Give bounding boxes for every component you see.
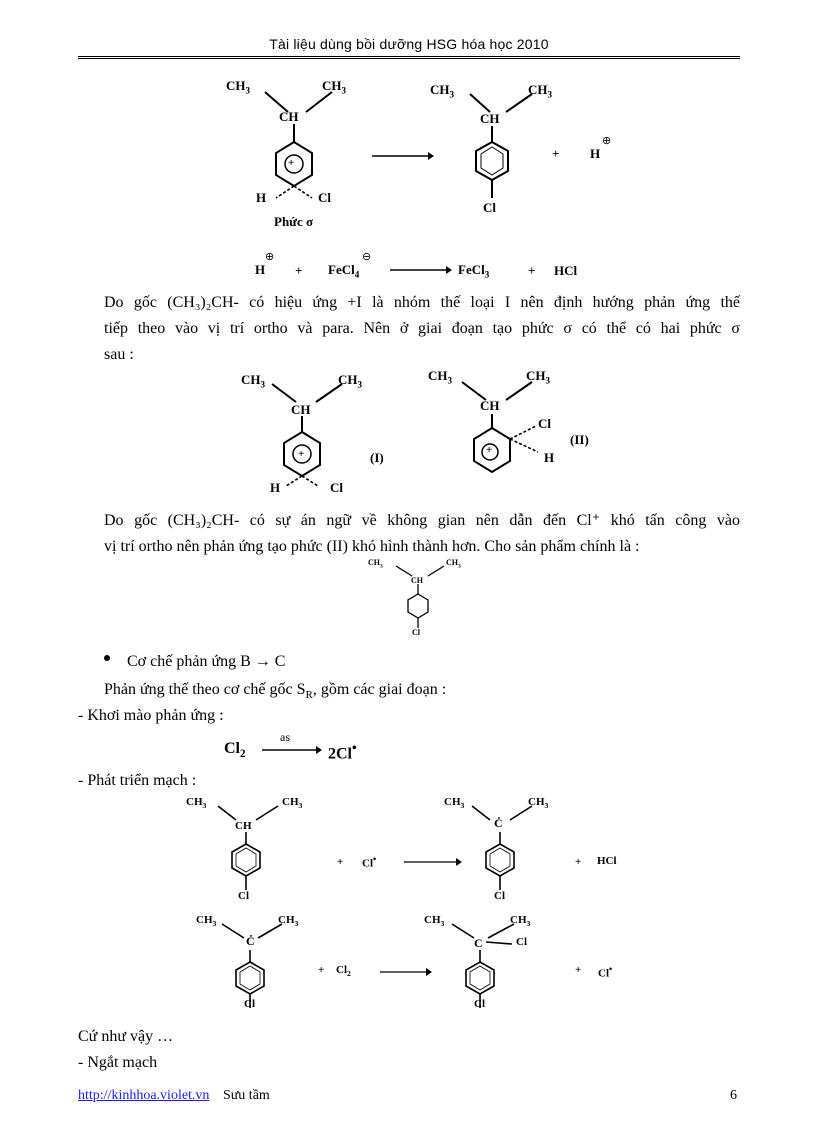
cumyl-radical-structure [440, 796, 570, 906]
cl-label: Cl [494, 890, 505, 902]
propagation-heading: - Phát triển mạch : [78, 772, 197, 789]
chlorine-radical-label: 2Cl• [328, 740, 357, 763]
ch-label: CH [235, 820, 252, 832]
isomer-I-label: (I) [370, 450, 384, 465]
ch3-label: $CH_3$ [186, 796, 207, 811]
plus-sign: + [575, 856, 582, 868]
ch3-label: $CH_3$ [430, 82, 455, 100]
ch3-label: $CH_3$ [424, 914, 445, 929]
h-label: H [544, 450, 555, 465]
header-rule [78, 56, 740, 57]
source-link[interactable]: http://kinhhoa.violet.vn [78, 1088, 210, 1103]
ch3-label: $CH_3$ [510, 914, 531, 929]
ch-label: CH [411, 576, 423, 585]
sigma-complex-label: Phức σ [274, 214, 314, 229]
ch-label: CH [291, 402, 311, 417]
isomer-II-label: (II) [570, 432, 589, 447]
page-number: 6 [730, 1088, 737, 1103]
main-product-structure [366, 558, 476, 638]
negative-charge-circle: ⊖ [362, 251, 372, 263]
ch-label: CH [480, 111, 500, 126]
ch3-label: $CH_3$ [338, 372, 363, 390]
continuation-text: Cứ như vậy … [78, 1028, 174, 1045]
paragraph-line: Do gốc (CH₃)₂CH- có sự án ngữ về không gian nên dẫn đến Cl⁺ khó tấn công vào [104, 512, 740, 529]
bullet-icon [104, 655, 110, 661]
ch3-label: $CH_3$ [526, 368, 551, 386]
paragraph-line: Do gốc (CH₃)₂CH- có hiệu ứng +I là nhóm thế loại I nên định hướng phản ứng thế [104, 294, 740, 311]
chlorocumene-structure [186, 796, 316, 906]
chlorocumene-structure [420, 80, 570, 220]
plus-sign: + [318, 964, 325, 976]
paragraph-line: sau : [104, 346, 134, 363]
reaction-arrow [390, 264, 452, 276]
carbon-radical-label: Ċ [494, 816, 503, 830]
ch3-label: $CH_3$ [446, 558, 461, 570]
plus-sign: + [337, 856, 344, 868]
plus-sign: + [528, 263, 536, 278]
plus-sign: + [552, 146, 560, 161]
plus-charge: + [486, 444, 493, 456]
plus-sign: + [575, 964, 582, 976]
cl-label: Cl [538, 416, 551, 431]
ch3-label: $CH_3$ [282, 796, 303, 811]
ch-label: CH [279, 109, 299, 124]
hcl-label: HCl [554, 263, 578, 278]
positive-charge-circle: ⊕ [602, 135, 612, 147]
ch3-label: $CH_3$ [322, 78, 347, 96]
chlorine-radical-label: Cl• [598, 964, 613, 980]
reaction-arrow [262, 744, 322, 756]
fecl4-label: FeCl$_4$ [328, 262, 360, 280]
initiation-heading: - Khơi mào phản ứng : [78, 707, 224, 724]
fecl3-label: FeCl$_3$ [458, 262, 490, 280]
hcl-label: HCl [597, 855, 617, 867]
plus-charge: + [288, 157, 295, 169]
proton-label: H [255, 262, 266, 277]
header-rule-2 [78, 58, 740, 59]
chlorine-radical-label: Cl• [362, 854, 377, 870]
cl-label: Cl [483, 200, 496, 215]
ch3-label: $CH_3$ [226, 78, 251, 96]
ch3-label: $CH_3$ [241, 372, 266, 390]
cl-label: Cl [330, 480, 343, 495]
cl-label: Cl [474, 998, 485, 1010]
cl-label: Cl [516, 936, 527, 948]
light-condition-label: as [280, 730, 290, 744]
termination-heading: - Ngắt mạch [78, 1054, 158, 1071]
ch3-label: $CH_3$ [444, 796, 465, 811]
mechanism-intro: Phản ứng thế theo cơ chế gốc $S_R$, gồm các giai đoạn : [104, 681, 447, 702]
ch3-label: $CH_3$ [528, 796, 549, 811]
paragraph-line: tiếp theo vào vị trí ortho và para. Nên ở giai đoạn tạo phức σ có thể có hai phức σ [104, 320, 740, 337]
h-label: H [256, 190, 267, 205]
c-label: C [474, 936, 483, 950]
sigma-complex-structure [220, 78, 360, 228]
proton-label: H [590, 146, 601, 161]
plus-sign: + [295, 263, 303, 278]
chloro-cumyl-chloride-structure [422, 914, 562, 1024]
footer [78, 1088, 270, 1104]
plus-charge: + [298, 448, 305, 460]
cumyl-radical-structure [192, 914, 325, 1024]
cl-label: Cl [244, 998, 255, 1010]
cl-label: Cl [238, 890, 249, 902]
ch3-label: $CH_3$ [368, 558, 383, 570]
cl-label: Cl [412, 628, 420, 637]
positive-charge-circle: ⊕ [265, 251, 275, 263]
bullet-text: Cơ chế phản ứng B → C [127, 653, 286, 670]
ch-label: CH [480, 398, 500, 413]
paragraph-line: vị trí ortho nên phản ứng tạo phức (II) khó hình thành hơn. Cho sản phẩm chính là : [104, 538, 640, 555]
cl-label: Cl [318, 190, 331, 205]
footer-credit: Sưu tầm [222, 1088, 270, 1103]
cl2-label: $Cl_2$ [224, 740, 246, 761]
h-label: H [270, 480, 281, 495]
ch3-label: $CH_3$ [278, 914, 299, 929]
ch3-label: $CH_3$ [428, 368, 453, 386]
carbon-radical-label: Ċ [246, 934, 255, 948]
ch3-label: $CH_3$ [196, 914, 217, 929]
cl2-label: $Cl_2$ [336, 964, 351, 979]
ch3-label: $CH_3$ [528, 82, 553, 100]
page-header: Tài liệu dùng bồi dưỡng HSG hóa học 2010 [269, 36, 549, 52]
